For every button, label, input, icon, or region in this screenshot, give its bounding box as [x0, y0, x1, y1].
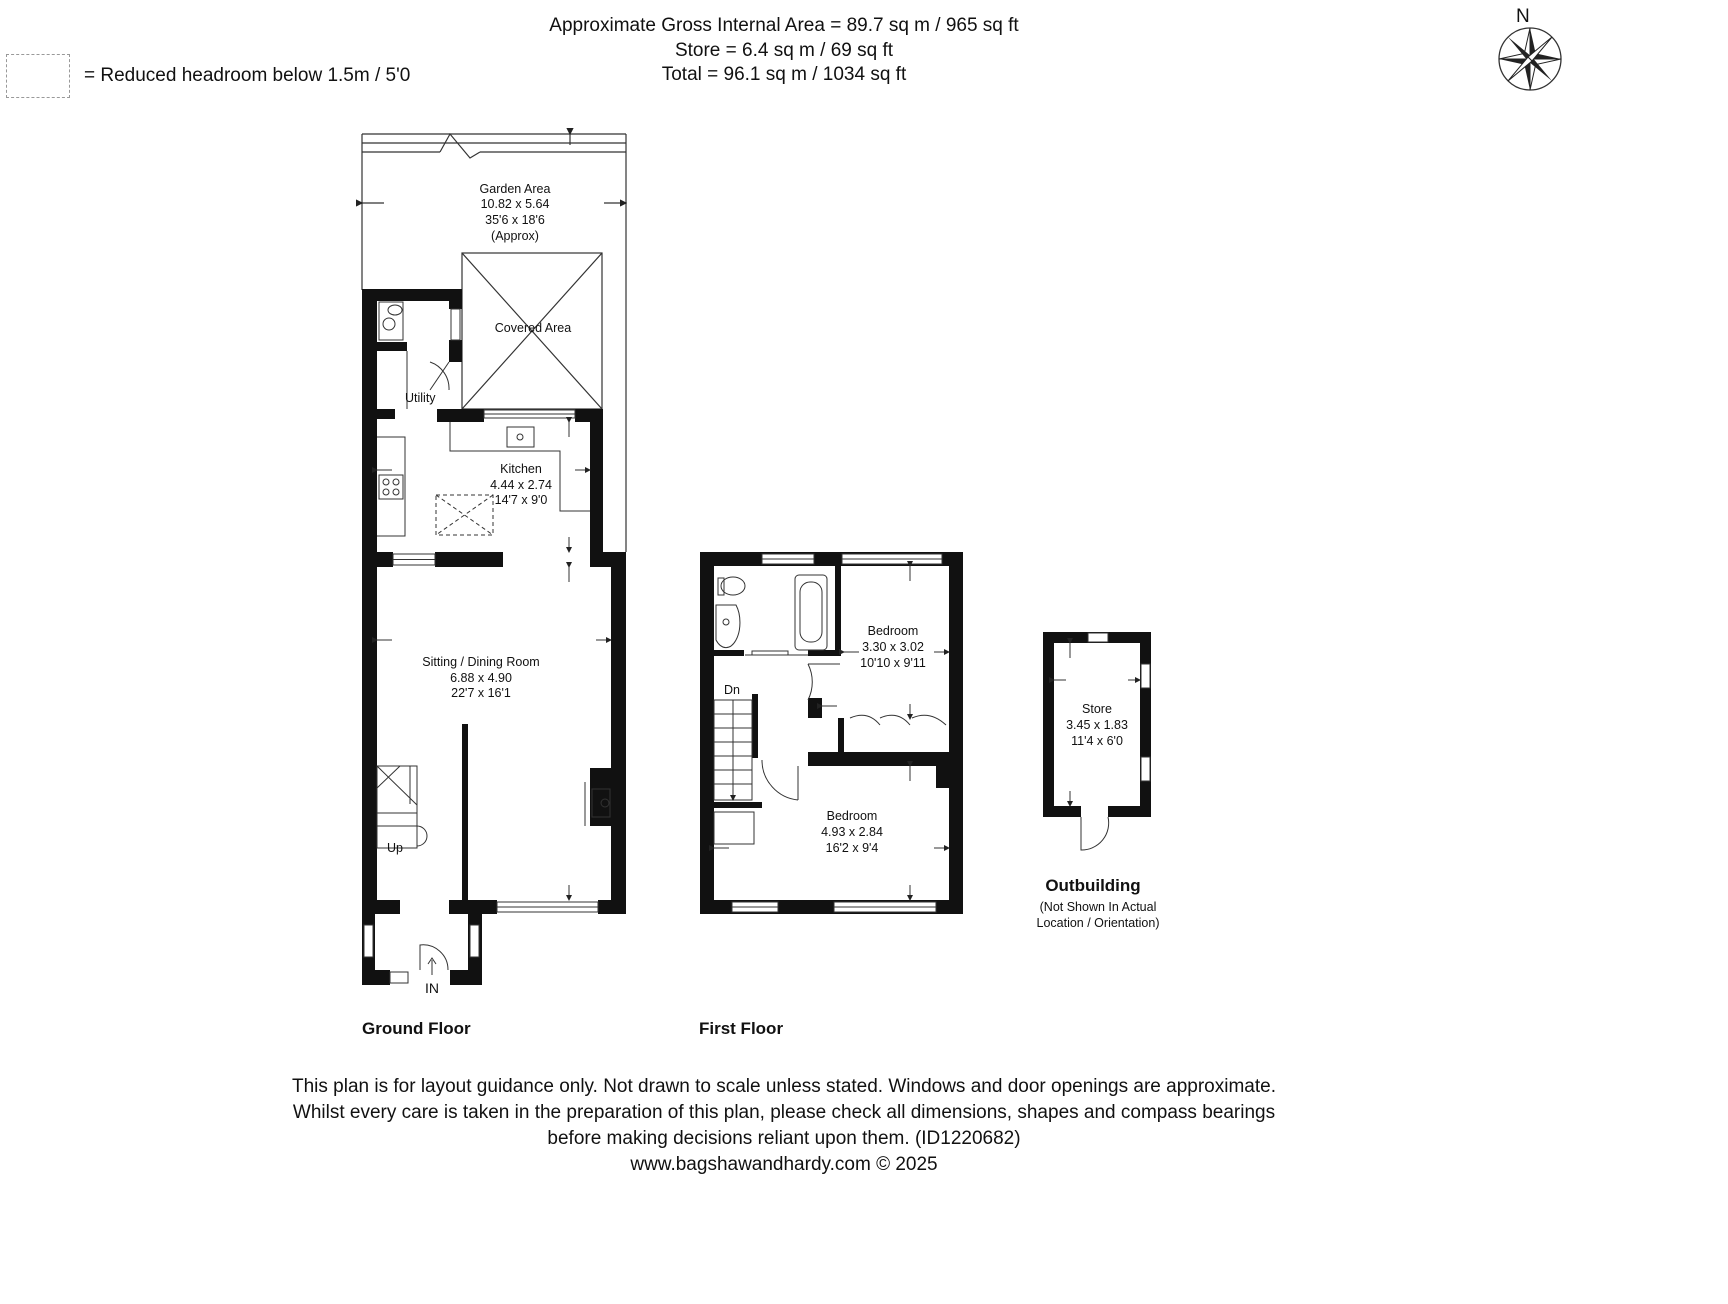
copyright-icon: © — [876, 1154, 891, 1175]
sitting-imperial: 22'7 x 16'1 — [451, 686, 511, 700]
disclaimer — [0, 1074, 1568, 1178]
kitchen-fixtures — [377, 422, 590, 552]
bedroom2-name: Bedroom — [826, 809, 878, 823]
store-area: Store = 6.4 sq m / 69 sq ft — [674, 39, 894, 61]
outbuilding-note-line1: (Not Shown In Actual — [1039, 900, 1157, 914]
sitting-metric: 6.88 x 4.90 — [450, 671, 512, 685]
kitchen-imperial: 14'7 x 9'0 — [494, 493, 548, 507]
garden-name: Garden Area — [479, 182, 551, 196]
bedroom2-metric: 4.93 x 2.84 — [821, 825, 883, 839]
store-imperial: 11'4 x 6'0 — [1071, 734, 1123, 748]
garden-imperial: 35'6 x 18'6 — [485, 213, 545, 227]
ground-floor-plan — [362, 134, 626, 996]
total-area: Total = 96.1 sq m / 1034 sq ft — [661, 64, 907, 85]
first-floor-plan — [700, 552, 963, 914]
disclaimer-line3: before making decisions reliant upon them. (ID1220682) — [547, 1128, 1021, 1149]
stairs-down-label: Dn — [724, 683, 740, 697]
outbuilding-note-line2: Location / Orientation) — [1036, 915, 1160, 930]
ground-floor-walls — [362, 289, 626, 985]
store-metric: 3.45 x 1.83 — [1066, 718, 1128, 732]
website-link[interactable]: www.bagshawandhardy.com — [630, 1154, 871, 1175]
garden-note: (Approx) — [491, 229, 539, 243]
disclaimer-line1: This plan is for layout guidance only. Not drawn to scale unless stated. Windows and door openings are approximate. — [292, 1076, 1276, 1097]
bedroom1-imperial: 10'10 x 9'11 — [860, 656, 926, 670]
outbuilding-title: Outbuilding — [1045, 876, 1141, 895]
north-label: N — [1516, 6, 1530, 27]
store-name: Store — [1082, 702, 1112, 716]
bedroom1-name: Bedroom — [867, 624, 919, 638]
garden-metric: 10.82 x 5.64 — [480, 197, 550, 211]
copyright-year: 2025 — [895, 1154, 938, 1175]
kitchen-name: Kitchen — [500, 462, 542, 476]
bedroom1-metric: 3.30 x 3.02 — [862, 640, 924, 654]
bedroom2-imperial: 16'2 x 9'4 — [825, 841, 879, 855]
entrance-label: IN — [425, 980, 439, 996]
utility-name: Utility — [405, 391, 436, 405]
outbuilding-note — [1018, 900, 1178, 931]
sitting-name: Sitting / Dining Room — [422, 655, 540, 669]
outbuilding-plan — [1043, 632, 1151, 850]
ground-floor-label: Ground Floor — [362, 1019, 471, 1038]
first-floor-walls — [700, 552, 963, 914]
legend-text: = Reduced headroom below 1.5m / 5'0 — [84, 65, 411, 86]
covered-name: Covered Area — [494, 321, 572, 335]
first-floor-label: First Floor — [699, 1019, 784, 1038]
gross-internal-area: Approximate Gross Internal Area = 89.7 sq m / 965 sq ft — [549, 15, 1019, 36]
kitchen-metric: 4.44 x 2.74 — [490, 478, 552, 492]
disclaimer-line2: Whilst every care is taken in the preparation of this plan, please check all dimensions, shapes and compass bearings — [292, 1102, 1276, 1123]
credit-line — [0, 1152, 1568, 1178]
stairs-up-label: Up — [387, 841, 403, 855]
